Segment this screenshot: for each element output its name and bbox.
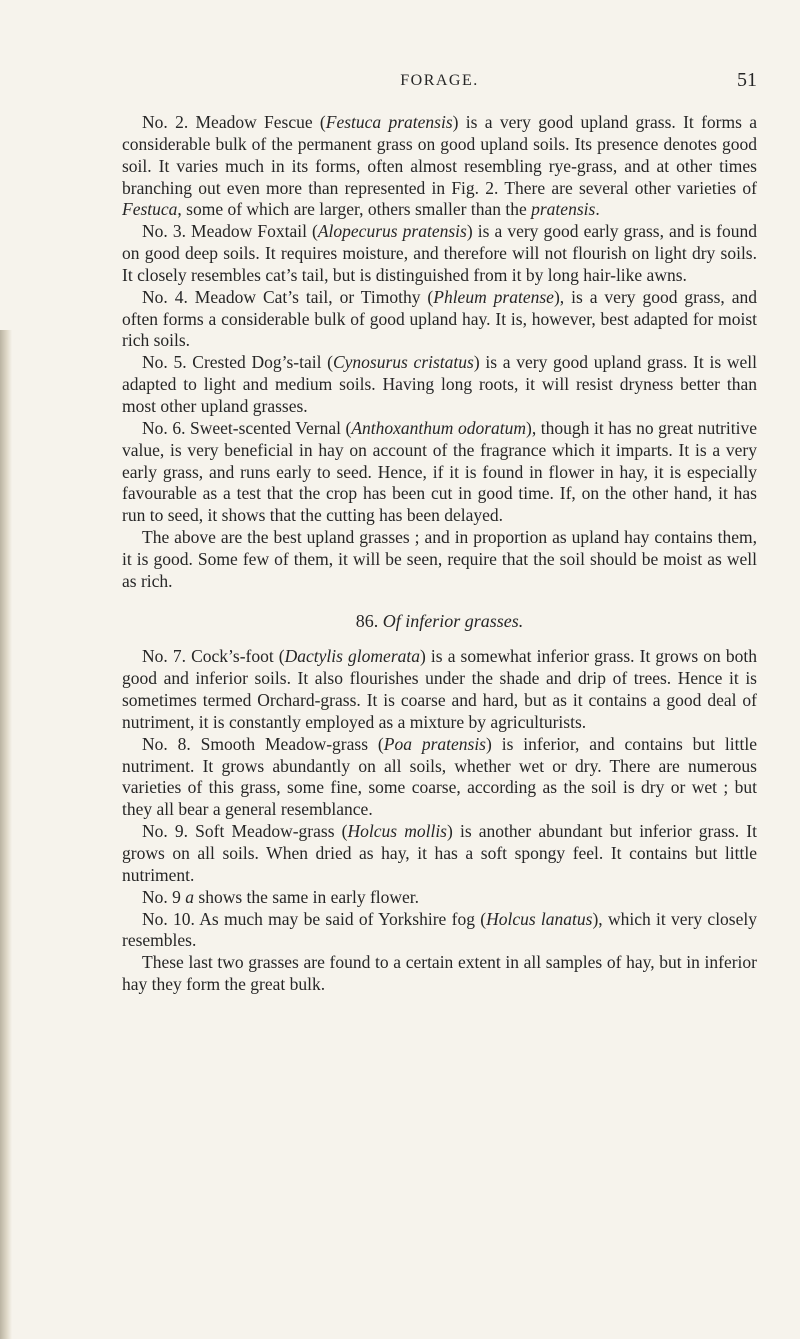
paragraph-timothy: No. 4. Meadow Cat’s tail, or Timothy (Phleum pratense), is a very good grass, and often forms a considerable bulk of good upland hay. It is, however, best adapted for moist rich soils. xyxy=(122,286,757,351)
paragraph-meadow-foxtail: No. 3. Meadow Foxtail (Alopecurus pratensis) is a very good early grass, and is found on good deep soils. It requires moisture, and therefore will not flourish on light dry soils. It closely resembles cat’s tail, but is distinguished from it by long hair-like awns. xyxy=(122,221,757,285)
paragraph-soft-meadow-grass: No. 9. Soft Meadow-grass (Holcus mollis) is another abundant but inferior grass. It grows on all soils. When dried as hay, it has a soft spongy feel. It contains but little nutriment. xyxy=(122,821,757,885)
section-title: Of inferior grasses. xyxy=(382,610,524,631)
page-header xyxy=(122,69,757,100)
paragraph-meadow-fescue: No. 2. Meadow Fescue (Festuca pratensis) is a very good upland grass. It forms a considerable bulk of the permanent grass on good upland soils. Its presence denotes good soil. It varies much in its forms, often almost resembling rye-grass, and at other times branching out even more than represented in Fig. 2. There are several other varieties of Festuca, some of which are larger, others smaller than the pratensis. xyxy=(122,112,757,220)
paragraph-last-two-grasses: These last two grasses are found to a certain extent in all samples of hay, but in inferior hay they form the great bulk. xyxy=(122,952,757,995)
paragraph-crested-dogs-tail: No. 5. Crested Dog’s-tail (Cynosurus cristatus) is a very good upland grass. It is well adapted to light and medium soils. Having long roots, it will resist dryness better than most other upland grasses. xyxy=(122,352,757,416)
running-head: FORAGE. xyxy=(400,72,479,89)
paragraph-yorkshire-fog: No. 10. As much may be said of Yorkshire fog (Holcus lanatus), which it very closely resembles. xyxy=(122,908,757,951)
paragraph-best-upland-grasses: The above are the best upland grasses ; and in proportion as upland hay contains them, it is good. Some few of them, it will be seen, require that the soil should be moist as well as rich. xyxy=(122,527,757,591)
paragraph-cocks-foot: No. 7. Cock’s-foot (Dactylis glomerata) is a somewhat inferior grass. It grows on both good and inferior soils. It also flourishes under the shade and drip of trees. Hence it is sometimes termed Orchard-grass. It is coarse and hard, but as it contains a good deal of nutriment, it is constantly employed as a mixture by agriculturists. xyxy=(122,646,757,732)
paragraph-smooth-meadow-grass: No. 8. Smooth Meadow-grass (Poa pratensis) is inferior, and contains but little nutriment. It grows abundantly on all soils, whether wet or dry. There are numerous varieties of this grass, some fine, some coarse, according as the soil is dry or wet ; but they all bear a general resemblance. xyxy=(122,733,757,820)
page-number: 51 xyxy=(737,69,757,91)
paragraph-sweet-scented-vernal: No. 6. Sweet-scented Vernal (Anthoxanthum odoratum), though it has no great nutritive value, is very beneficial in hay on account of the fragrance which it imparts. It is a very early grass, and runs early to seed. Hence, if it is found in flower in hay, it is especially favourable as a test that the crop has been cut in good time. If, on the other hand, it has run to seed, it shows that the cutting has been delayed. xyxy=(122,417,757,526)
paragraph-no-9a: No. 9 a shows the same in early flower. xyxy=(142,886,420,907)
page-binding-edge xyxy=(0,330,12,1339)
section-number: 86. xyxy=(355,610,379,631)
section-heading xyxy=(122,611,757,633)
body-text xyxy=(122,112,757,996)
